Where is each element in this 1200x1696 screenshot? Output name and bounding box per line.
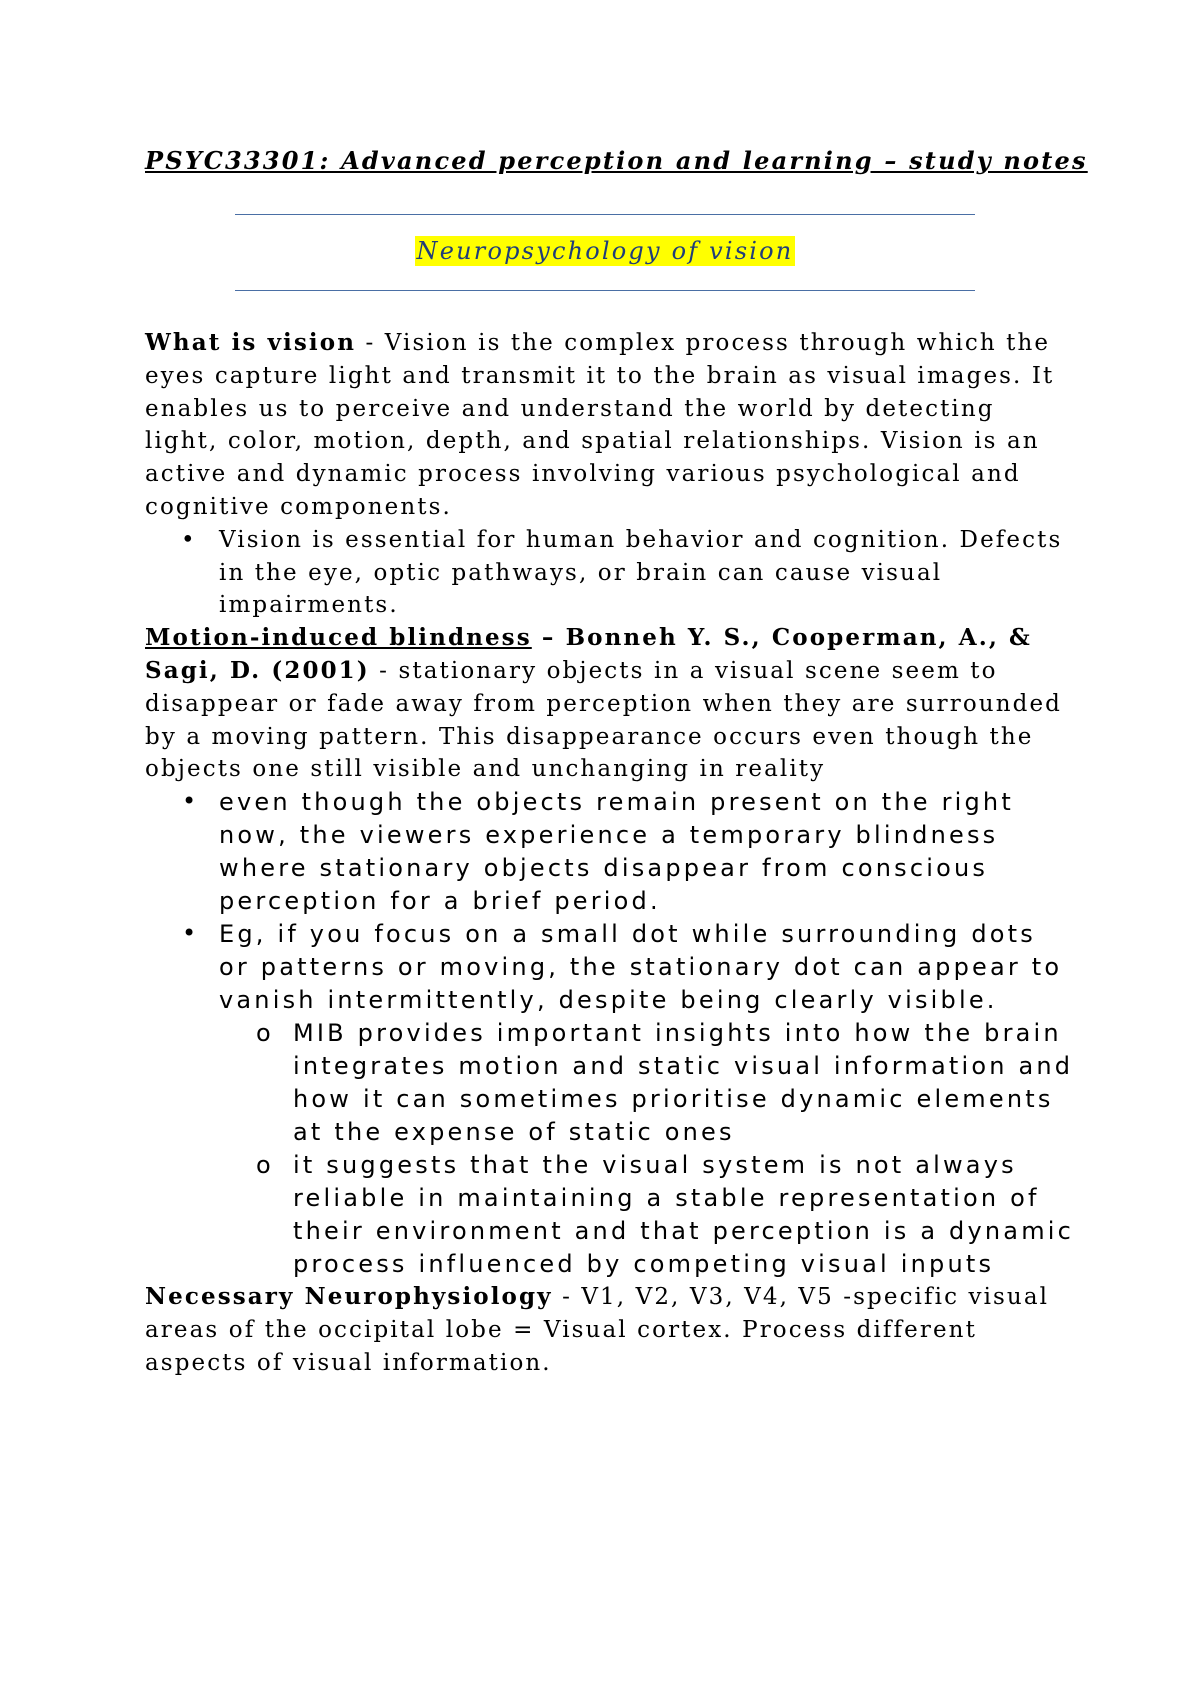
list-item [145, 524, 1075, 622]
paragraph-what-is-vision [145, 327, 1075, 524]
sub-bullet-marker: o [256, 1019, 274, 1048]
heading-rule-top [235, 214, 975, 215]
citation-mib: – Bonneh Y. S., Cooperman, A., & Sagi, D. (2001) [145, 624, 1032, 684]
bullet-marker: • [181, 526, 197, 553]
sub-list-item [145, 1149, 1075, 1281]
term-mib: Motion-induced blindness [145, 624, 532, 652]
term-neurophysiology: Necessary Neurophysiology [145, 1283, 553, 1311]
sub-list-item-text: MIB provides important insights into how the brain integrates motion and static visual information and how it can sometimes prioritise dynamic elements at the expense of static ones [293, 1019, 1074, 1147]
paragraph-mib [145, 622, 1075, 786]
document-body [145, 327, 1075, 1380]
term-what-is-vision: What is vision [145, 329, 357, 356]
bullet-marker: • [182, 787, 200, 816]
list-item [145, 918, 1075, 1281]
paragraph-neurophysiology [145, 1281, 1075, 1379]
list-item-text: Eg, if you focus on a small dot while surrounding dots or patterns or moving, the stationary dot can appear to vanish intermittently, despite being clearly visible. [219, 920, 1063, 1015]
document-title: PSYC33301: Advanced perception and learning – study notes [145, 146, 1088, 175]
mib-bullet-list [145, 786, 1075, 1281]
list-item-text: Vision is essential for human behavior and cognition. Defects in the eye, optic pathways, or brain can cause visual impairments. [219, 526, 1063, 619]
sub-list-item-text: it suggests that the visual system is not always reliable in maintaining a stable representation of their environment and that perception is a dynamic process influenced by competing visual inputs [293, 1151, 1075, 1279]
heading-rule-bottom [235, 290, 975, 291]
section-heading: Neuropsychology of vision [416, 237, 794, 265]
bullet-marker: • [182, 919, 200, 948]
vision-bullet-list [145, 524, 1075, 622]
section-heading-wrap [145, 236, 1065, 266]
definition-what-is-vision: - Vision is the complex process through which the eyes capture light and transmit it to the brain as visual images. It enables us to perceive and understand the world by detecting light, color, motion, depth, and spatial relationships. Vision is an active and dynamic process involving various psychological and cognitive components. [145, 330, 1055, 520]
definition-neurophysiology: - V1, V2, V3, V4, V5 -specific visual areas of the occipital lobe = Visual cortex. Process different aspects of visual information. [145, 1284, 1050, 1376]
sub-list-item [145, 1017, 1075, 1149]
sub-bullet-marker: o [256, 1151, 274, 1180]
definition-mib: - stationary objects in a visual scene seem to disappear or fade away from perception when they are surrounded by a moving pattern. This disappearance occurs even though the objects one still visible and unchanging in reality [145, 657, 1062, 783]
list-item-text: even though the objects remain present on the right now, the viewers experience a temporary blindness where stationary objects disappear from conscious perception for a brief period. [219, 788, 1014, 916]
list-item [145, 786, 1075, 918]
mib-sub-bullet-list [145, 1017, 1075, 1281]
